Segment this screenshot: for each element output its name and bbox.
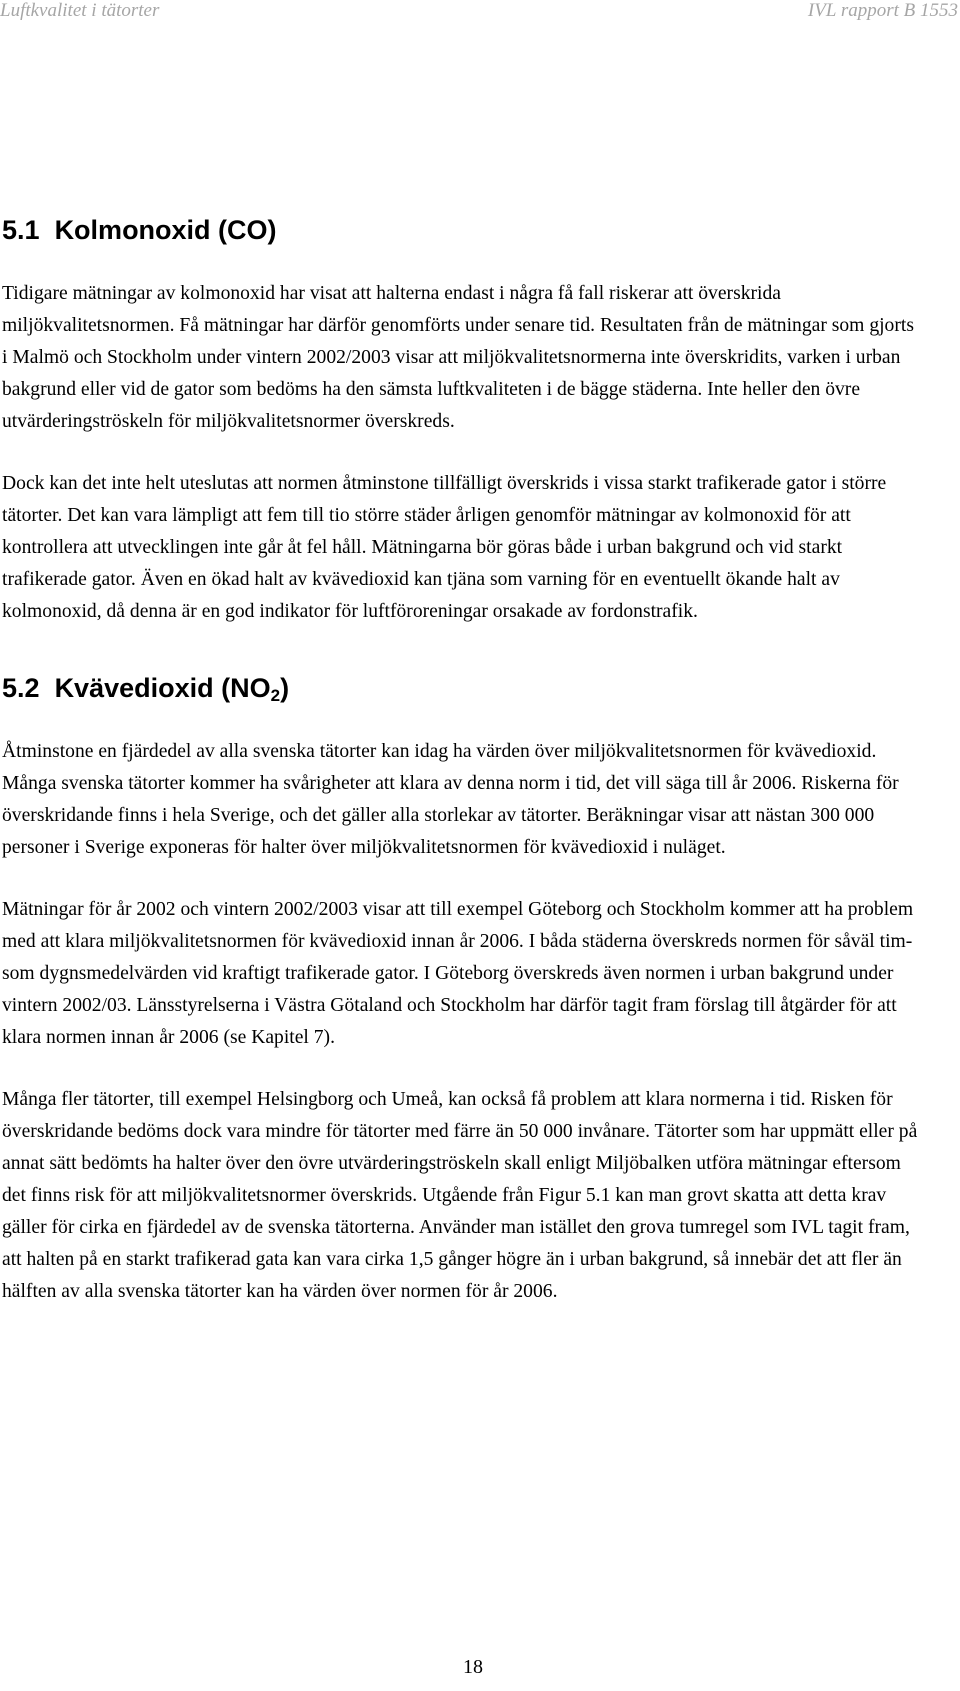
section-title-end: ) (280, 673, 290, 703)
section-heading-co (2, 210, 922, 250)
paragraph: Åtminstone en fjärdedel av alla svenska tätorter kan idag ha värden över miljökvalitetsnormen för kvävedioxid. Många svenska tätorter kommer ha svårigheter att klara av denna norm i tid, det vill säga till år 2006. Riskerna för överskridande finns i hela Sverige, och det gäller alla storlekar av tätorter. Beräkningar visar att nästan 300 000 personer i Sverige exponeras för halter över miljökvalitetsnormen för kvävedioxid i nuläget. (2, 741, 899, 858)
paragraph: Tidigare mätningar av kolmonoxid har visat att halterna endast i några få fall riskerar att överskrida miljökvalitetsnormen. Få mätningar har därför genomförts under senare tid. Resultaten från de mätningar som gjorts i Malmö och Stockholm under vintern 2002/2003 visar att miljökvalitetsnormerna inte överskridits, varken i urban bakgrund eller vid de gator som bedöms ha den sämsta luftkvaliteten i de bägge städerna. Inte heller den övre utvärderingströskeln för miljökvalitetsnormer överskreds. (2, 283, 914, 432)
paragraph: Mätningar för år 2002 och vintern 2002/2003 visar att till exempel Göteborg och Stockholm kommer att ha problem med att klara miljökvalitetsnormen för kvävedioxid innan år 2006. I båda städerna överskreds normen för såväl tim- som dygnsmedelvärden vid kraftigt trafikerade gator. I Göteborg överskreds även normen i urban bakgrund under vintern 2002/03. Länsstyrelserna i Västra Götaland och Stockholm har därför tagit fram förslag till åtgärder för att klara normen innan år 2006 (se Kapitel 7). (2, 899, 914, 1048)
section-title-subscript: 2 (270, 686, 281, 705)
paragraph: Dock kan det inte helt uteslutas att normen åtminstone tillfälligt överskrids i vissa starkt trafikerade gator i större tätorter. Det kan vara lämpligt att fem till tio större städer årligen genomför mätningar av kolmonoxid för att kontrollera att utvecklingen inte går åt fel håll. Mätningarna bör göras både i urban bakgrund och vid starkt trafikerade gator. Även en ökad halt av kvävedioxid kan tjäna som varning för en eventuellt ökande halt av kolmonoxid, då denna är en god indikator för luftföroreningar orsakade av fordonstrafik. (2, 473, 887, 622)
paragraph: Många fler tätorter, till exempel Helsingborg och Umeå, kan också få problem att klara normerna i tid. Risken för överskridande bedöms dock vara mindre för tätorter med färre än 50 000 invånare. Tätorter som har uppmätt eller på annat sätt bedömts ha halter över den övre utvärderingströskeln skall enligt Miljöbalken utföra mätningar eftersom det finns risk för att miljökvalitetsnormer överskrids. Utgående från Figur 5.1 kan man grovt skatta att detta krav gäller för cirka en fjärdedel av de svenska tätorterna. Använder man istället den grova tumregel som IVL tagit fram, att halten på en starkt trafikerad gata kan vara cirka 1,5 gånger högre än i urban bakgrund, så innebär det att fler än hälften av alla svenska tätorter kan ha värden över normen för år 2006. (2, 1089, 918, 1302)
page-number: 18 (463, 1656, 483, 1678)
document-body (2, 210, 922, 1308)
section-title: Kvävedioxid (NO (54, 673, 271, 703)
header-report-number: IVL rapport B 1553 (807, 0, 958, 21)
section-title: Kolmonoxid (CO) (54, 215, 277, 245)
running-header (0, 0, 960, 28)
section-number: 5.2 (2, 673, 40, 703)
section-heading-no2 (2, 668, 922, 708)
section-number: 5.1 (2, 215, 40, 245)
header-report-title: Luftkvalitet i tätorter (0, 0, 160, 21)
